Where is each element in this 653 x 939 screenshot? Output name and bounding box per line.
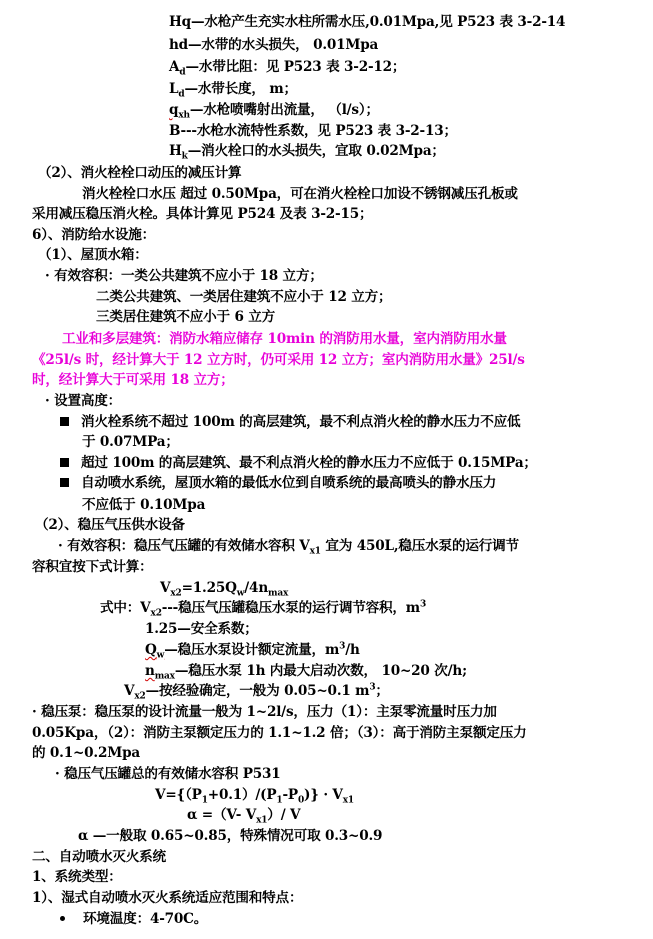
square-bullet-icon [60,417,69,426]
text-line: 消火栓栓口水压 超过 0.50Mpa，可在消火栓栓口加设不锈钢减压孔板或 [82,186,518,202]
text-line: 二类公共建筑、一类居住建筑不应小于 12 立方； [96,289,392,305]
text-line: $Q_w—$稳压水泵设计额定流量，$m^3/h$ [145,641,360,661]
bullet-item: 环境温度：4-70C。 [60,909,207,929]
text-line: $q_{xh}—$水枪喷嘴射出流量， （l/s）； [169,102,379,121]
text-line: · 有效容积：稳压气压罐的有效储水容积 $V_{x1}$ 宜为 450L,稳压水泵的运行调节 [58,538,519,557]
text-line: $H_k—$消火栓口的水头损失，宜取 0.02Mpa； [169,143,445,162]
bullet-item: 消火栓系统不超过 100m 的高层建筑，最不利点消火栓的静水压力不应低 [60,412,520,432]
text-line: B---水枪水流特性系数，见 P523 表 3-2-13； [169,123,457,139]
text-line: · 稳压气压罐总的有效储水容积 P531 [55,766,281,782]
text-line: · 稳压泵：稳压泵的设计流量一般为 1~2l/s，压力（1）：主泵零流量时压力加 [32,704,497,720]
text-line: 容积宜按下式计算： [32,559,153,575]
highlight-line: 时，经计算大于可采用 18 立方； [32,372,234,388]
text-line: $n_{max}—$稳压水泵 1h 内最大启动次数， 10~20 次/h; [145,663,467,682]
text-line: 采用减压稳压消火栓。具体计算见 P524 及表 3-2-15； [32,206,373,222]
text-line: 式中：$V_{x2}---$稳压气压罐稳压水泵的运行调节容积，$m^3$ [100,599,427,619]
bullet-item: 自动喷水系统，屋顶水箱的最低水位到自喷系统的最高喷头的静水压力 [60,473,496,493]
square-bullet-icon [60,458,69,467]
section-heading: （2）、稳压气压供水设备 [35,517,185,533]
formula: $V_{x2}=1.25Q_w/4n_{max}$ [160,580,289,599]
section-heading: 1、系统类型： [32,869,122,885]
section-heading: （1）、屋顶水箱： [38,247,148,263]
highlight-line: 工业和多层建筑：消防水箱应储存 10min 的消防用水量，室内消防用水量 [62,331,507,347]
formula: $V=\{(P_1+0.1)/(P_1-P_0)\} \cdot V_{x1}$ [155,787,354,806]
text-line: 于 0.07MPa； [82,434,179,450]
section-heading: （2）、消火栓栓口动压的减压计算 [38,165,242,181]
text-line: hd—水带的水头损失， 0.01Mpa [169,37,379,53]
text-line: α —一般取 0.65~0.85，特殊情况可取 0.3~0.9 [78,828,383,844]
text-line: $A_d—$水带比阻：见 P523 表 3-2-12； [169,59,406,78]
formula: α =（V- $V_{x1})/$ V [187,807,301,826]
highlight-line: 《25l/s 时，经计算大于 12 立方时，仍可采用 12 立方；室内消防用水量》25l/s [32,352,525,368]
section-heading: 6）、消防给水设施： [32,227,156,243]
square-bullet-icon [60,478,69,487]
section-heading: 1）、湿式自动喷水灭火系统适应范围和特点： [32,890,303,906]
text-line: Hq—水枪产生充实水柱所需水压,0.01Mpa,见 P523 表 3-2-14 [169,14,566,30]
round-bullet-icon [60,916,65,921]
text-line: · 有效容积：一类公共建筑不应小于 18 立方； [45,268,323,284]
text-line: 的 0.1~0.2Mpa [32,745,140,761]
text-line: · 设置高度： [45,393,122,409]
text-line: $L_d—$水带长度， m； [169,81,297,100]
text-line: 三类居住建筑不应小于 6 立方 [96,309,276,325]
text-line: 不应低于 0.10Mpa [82,497,206,513]
section-heading: 二、自动喷水灭火系统 [32,849,166,865]
bullet-item: 超过 100m 的高层建筑、最不利点消火栓的静水压力不应低于 0.15MPa； [60,453,537,473]
text-line: 1.25—安全系数； [145,621,258,637]
text-line: 0.05Kpa，（2）：消防主泵额定压力的 1.1~1.2 倍；（3）：高于消防主泵额定压力 [32,725,527,741]
text-line: $V_{x2}—$按经验确定，一般为 0.05~0.1 $m^3$； [124,682,389,702]
